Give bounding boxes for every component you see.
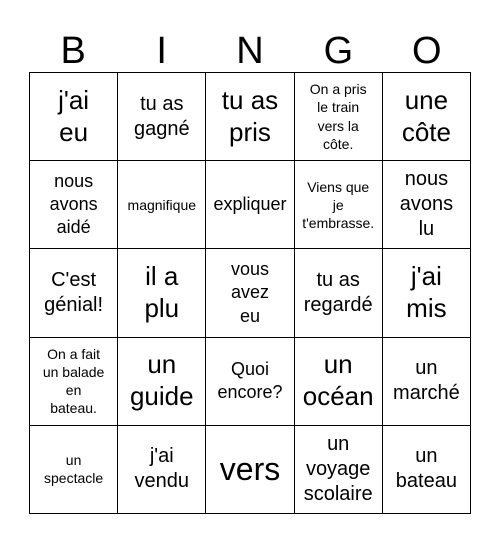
bingo-cell-r3c4[interactable] <box>295 249 383 337</box>
cell-text: tu as pris <box>221 84 279 147</box>
cell-text: un océan <box>302 349 374 412</box>
bingo-cell-r2c5[interactable] <box>383 161 471 249</box>
cell-text: On a pris le train vers la côte. <box>309 81 367 152</box>
cell-text: tu as gagné <box>133 92 190 140</box>
cell-text: un guide <box>129 349 194 412</box>
header-letter-n: N <box>236 30 264 72</box>
header-letter-o: O <box>412 30 442 72</box>
header-letter-b: B <box>60 30 86 72</box>
header-letter-g: G <box>323 30 354 72</box>
cell-text: nous avons lu <box>399 168 454 241</box>
bingo-cell-r2c1[interactable] <box>30 161 118 249</box>
cell-text: une côte <box>401 84 451 147</box>
bingo-cell-r1c3[interactable] <box>206 73 294 161</box>
cell-text: j'ai mis <box>406 261 447 323</box>
header-letter-i: I <box>156 30 167 72</box>
bingo-cell-r1c2[interactable] <box>118 73 206 161</box>
bingo-cell-r4c1[interactable] <box>30 338 118 426</box>
cell-text: magnifique <box>127 196 197 213</box>
bingo-cell-r1c4[interactable] <box>295 73 383 161</box>
bingo-cell-r2c4[interactable] <box>295 161 383 249</box>
bingo-cell-r5c3[interactable] <box>206 426 294 514</box>
bingo-cell-r2c3[interactable] <box>206 161 294 249</box>
cell-text: C'est génial! <box>44 268 104 316</box>
cell-text: il a plu <box>144 261 180 323</box>
bingo-cell-r5c2[interactable] <box>118 426 206 514</box>
bingo-cell-r5c4[interactable] <box>295 426 383 514</box>
bingo-cell-r1c5[interactable] <box>383 73 471 161</box>
cell-text: vers <box>219 451 281 488</box>
bingo-cell-r2c2[interactable] <box>118 161 206 249</box>
cell-text: Quoi encore? <box>217 358 283 403</box>
cell-text: j'ai eu <box>58 84 90 147</box>
bingo-cell-r5c1[interactable] <box>30 426 118 514</box>
bingo-cell-r3c1[interactable] <box>30 249 118 337</box>
cell-text: un voyage scolaire <box>303 432 373 505</box>
bingo-cell-r1c1[interactable] <box>30 73 118 161</box>
cell-text: Viens que je t'embrasse. <box>302 178 375 231</box>
bingo-cell-r3c2[interactable] <box>118 249 206 337</box>
cell-text: un bateau <box>395 445 457 493</box>
cell-text: nous avons aidé <box>49 170 98 238</box>
bingo-cell-r4c2[interactable] <box>118 338 206 426</box>
bingo-header <box>29 26 471 76</box>
cell-text: On a fait un balade en bateau. <box>42 345 105 417</box>
bingo-cell-r4c5[interactable] <box>383 338 471 426</box>
cell-text: vous avez eu <box>230 258 269 326</box>
bingo-cell-r4c4[interactable] <box>295 338 383 426</box>
cell-text: un marché <box>393 357 460 405</box>
bingo-cell-r4c3[interactable] <box>206 338 294 426</box>
cell-text: j'ai vendu <box>134 445 190 493</box>
cell-text: expliquer <box>213 194 287 215</box>
cell-text: tu as regardé <box>303 268 373 316</box>
cell-text: un spectacle <box>44 452 104 487</box>
bingo-cell-r3c3[interactable] <box>206 249 294 337</box>
bingo-cell-r3c5[interactable] <box>383 249 471 337</box>
bingo-card-grid <box>29 72 471 514</box>
bingo-cell-r5c5[interactable] <box>383 426 471 514</box>
